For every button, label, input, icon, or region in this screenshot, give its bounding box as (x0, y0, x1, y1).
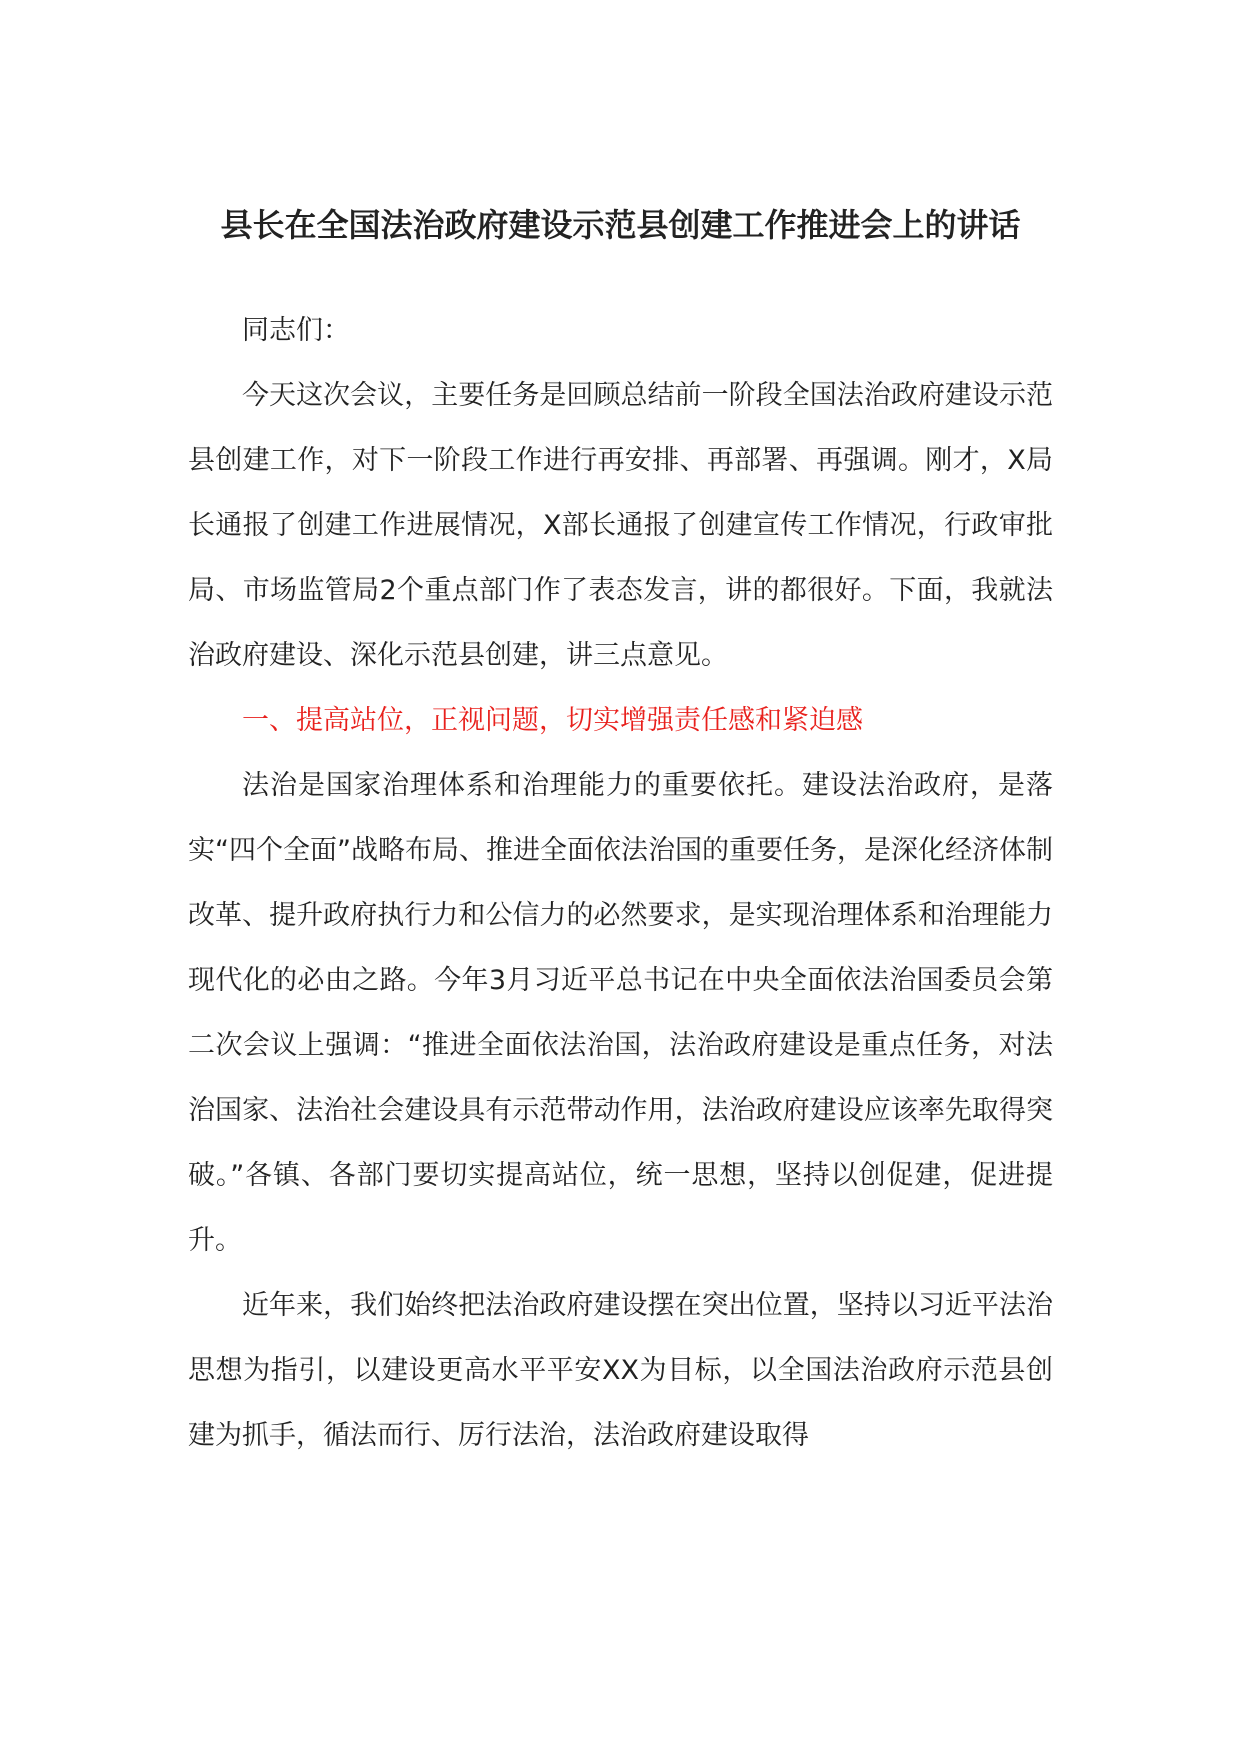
salutation: 同志们： (242, 315, 350, 346)
document-content (188, 200, 1053, 1468)
paragraph-intro: 今天这次会议，主要任务是回顾总结前一阶段全国法治政府建设示范县创建工作，对下一阶段工作进行再安排、再部署、再强调。刚才，X局长通报了创建工作进展情况，X部长通报了创建宣传工作情况，行政审批局、市场监管局2个重点部门作了表态发言，讲的都很好。下面，我就法治政府建设、深化示范县创建，讲三点意见。 (188, 380, 1053, 671)
paragraph-rule-of-law: 法治是国家治理体系和治理能力的重要依托。建设法治政府，是落实“四个全面”战略布局、推进全面依法治国的重要任务，是深化经济体制改革、提升政府执行力和公信力的必然要求，是实现治理体系和治理能力现代化的必由之路。今年3月习近平总书记在中央全面依法治国委员会第二次会议上强调：“推进全面依法治国，法治政府建设是重点任务，对法治国家、法治社会建设具有示范带动作用，法治政府建设应该率先取得突破。”各镇、各部门要切实提高站位，统一思想，坚持以创促建，促进提升。 (188, 770, 1053, 1256)
document-body (188, 298, 1053, 1468)
paragraph-recent-years: 近年来，我们始终把法治政府建设摆在突出位置，坚持以习近平法治思想为指引，以建设更高水平平安XX为目标，以全国法治政府示范县创建为抓手，循法而行、厉行法治，法治政府建设取得 (188, 1290, 1053, 1451)
section-heading-1: 一、提高站位，正视问题，切实增强责任感和紧迫感 (242, 705, 863, 736)
document-title: 县长在全国法治政府建设示范县创建工作推进会上的讲话 (220, 206, 1021, 244)
